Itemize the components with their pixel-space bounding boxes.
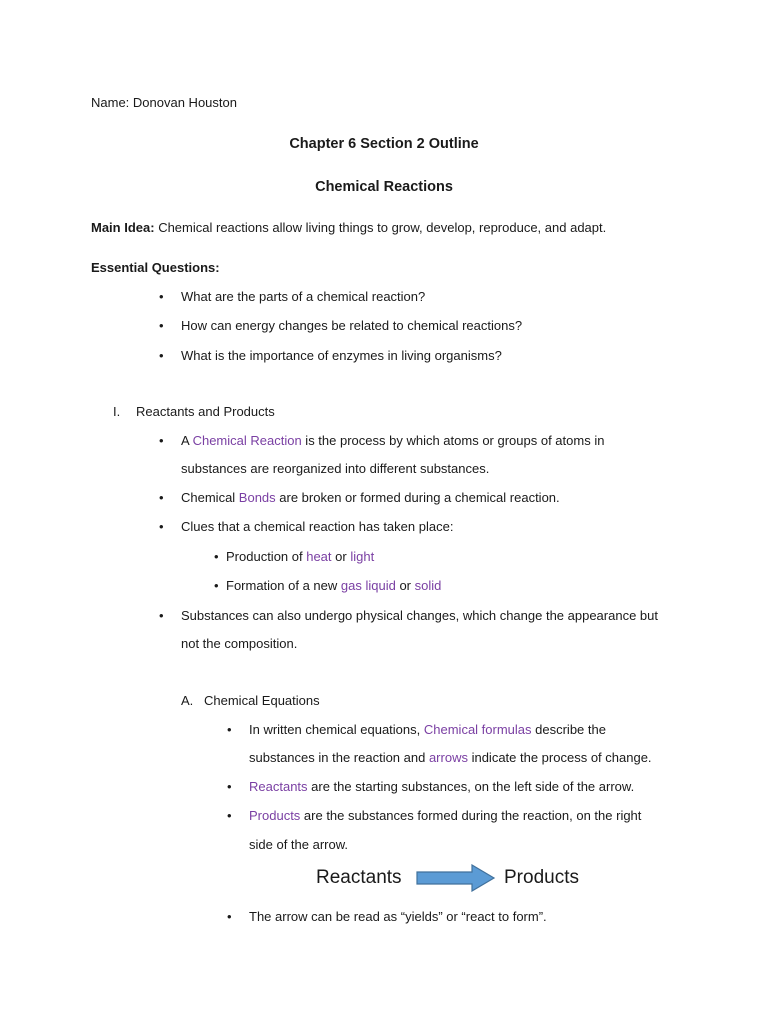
bullet-icon: • (159, 490, 164, 505)
list-item: Clues that a chemical reaction has taken place: (181, 519, 454, 534)
section-numeral: I. (113, 404, 121, 419)
text-segment: Formation of a new (226, 578, 341, 593)
highlight-term: arrows (428, 750, 468, 765)
bullet-icon: • (159, 348, 164, 363)
list-item: The arrow can be read as “yields” or “react to form”. (249, 909, 547, 924)
text-segment: A (181, 433, 193, 448)
list-item: What is the importance of enzymes in living organisms? (181, 348, 502, 363)
essential-questions-heading: Essential Questions: (91, 260, 220, 275)
highlight-term: Products (249, 808, 301, 823)
highlight-term: Bonds (238, 490, 276, 505)
text-segment: or (395, 578, 415, 593)
list-item (181, 490, 560, 506)
bullet-icon: • (227, 779, 232, 794)
student-name: Name: Donovan Houston (91, 95, 237, 110)
list-item-continuation (249, 750, 652, 766)
list-item-continuation: substances are reorganized into different substances. (181, 461, 490, 476)
sub-list-item (226, 549, 374, 565)
main-idea-text: Chemical reactions allow living things to grow, develop, reproduce, and adapt. (154, 220, 607, 235)
reactants-label: Reactants (316, 867, 402, 888)
highlight-term: Chemical formulas (423, 722, 532, 737)
subsection-heading: Chemical Equations (204, 693, 320, 708)
main-idea-label: Main Idea: (91, 220, 155, 235)
text-segment: are the substances formed during the reaction, on the right (300, 808, 642, 823)
text-segment: indicate the process of change. (467, 750, 652, 765)
list-item: How can energy changes be related to chemical reactions? (181, 318, 523, 333)
bullet-icon: • (214, 578, 219, 593)
text-segment: are broken or formed during a chemical reaction. (275, 490, 560, 505)
text-segment: Chemical (181, 490, 239, 505)
subsection-letter: A. (181, 693, 194, 708)
list-item (249, 722, 606, 738)
list-item (249, 808, 641, 824)
text-segment: describe the (531, 722, 606, 737)
main-idea (91, 220, 606, 236)
text-segment: or (331, 549, 351, 564)
highlight-term: heat (306, 549, 332, 564)
list-item: What are the parts of a chemical reaction? (181, 289, 426, 304)
highlight-term: Chemical Reaction (192, 433, 302, 448)
list-item: Substances can also undergo physical changes, which change the appearance but (181, 608, 658, 623)
reaction-diagram (316, 864, 616, 892)
highlight-term: Reactants (249, 779, 308, 794)
bullet-icon: • (159, 433, 164, 448)
bullet-icon: • (227, 909, 232, 924)
highlight-term: light (350, 549, 375, 564)
bullet-icon: • (214, 549, 219, 564)
page-title: Chapter 6 Section 2 Outline (289, 136, 479, 152)
bullet-icon: • (227, 722, 232, 737)
products-label: Products (504, 867, 579, 888)
text-segment: In written chemical equations, (249, 722, 424, 737)
text-segment: is the process by which atoms or groups of atoms in (301, 433, 605, 448)
right-arrow-icon (416, 864, 496, 892)
highlight-term: solid (414, 578, 442, 593)
bullet-icon: • (159, 608, 164, 623)
highlight-term: gas liquid (340, 578, 396, 593)
list-item-continuation: not the composition. (181, 636, 298, 651)
text-segment: Production of (226, 549, 307, 564)
sub-list-item (226, 578, 441, 594)
bullet-icon: • (159, 318, 164, 333)
bullet-icon: • (159, 289, 164, 304)
list-item (181, 433, 604, 449)
list-item-continuation: side of the arrow. (249, 837, 348, 852)
section-heading: Reactants and Products (136, 404, 275, 419)
list-item (249, 779, 634, 795)
bullet-icon: • (159, 519, 164, 534)
page-subtitle: Chemical Reactions (315, 179, 453, 195)
bullet-icon: • (227, 808, 232, 823)
text-segment: substances in the reaction and (249, 750, 429, 765)
text-segment: are the starting substances, on the left side of the arrow. (307, 779, 635, 794)
